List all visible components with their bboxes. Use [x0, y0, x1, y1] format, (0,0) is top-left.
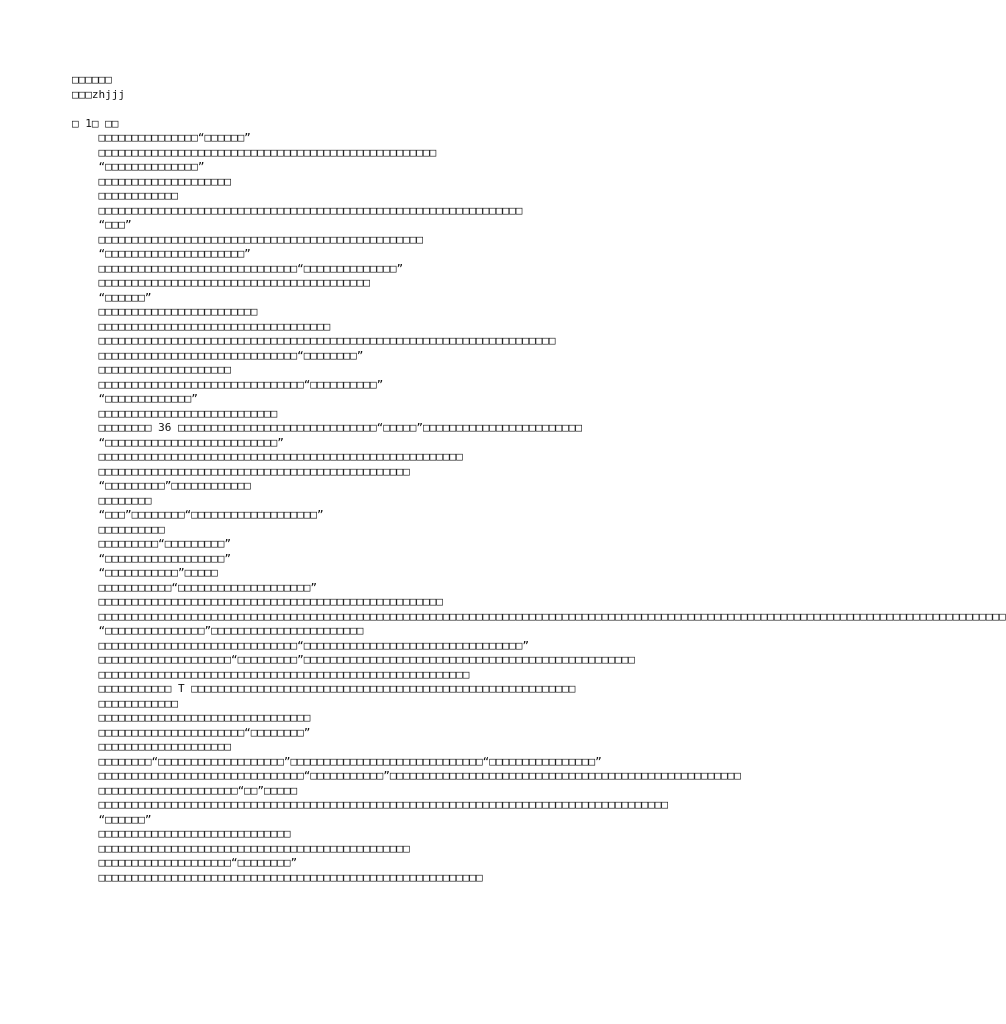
paragraph-line: “□□□□□□□□□□□□□□” — [72, 160, 205, 173]
paragraph-line: “□□□□□□□□□□□□□□□□□□” — [72, 551, 231, 565]
document-author: □□□zhjjj — [72, 87, 125, 101]
paragraph-line: □□□□□□□□ 36 □□□□□□□□□□□□□□□□□□□□□□□□□□□□□□“□□□□□”□□□□□□□□□□□□□□□□□□□□□□□□ — [72, 421, 582, 434]
paragraph-line: □□□□□□□□□□□□□□□□□□□□□□□□□□□ — [72, 406, 278, 420]
paragraph-line: “□□□□□□□□□”□□□□□□□□□□□□ — [72, 479, 251, 492]
paragraph-line: □□□□□□□□□□□□□□□□□□□□□□□□□□□□□□“□□□□□□□□” — [72, 348, 364, 362]
paragraph-line: □□□□□□□□□□□□□□□□□□□□□□□□□□□□□□□“□□□□□□□□□□□”□□□□□□□□□□□□□□□□□□□□□□□□□□□□□□□□□□□□□□□□□□□□□□□□□□□□□ — [72, 769, 741, 782]
paragraph-line: □□□□□□□□□□□□□□□□□□□□□□□□□□□□□□□□□□□ — [72, 319, 331, 333]
paragraph-line: □□□□□□□□□□ — [72, 522, 165, 536]
paragraph-line: □□□□□□□□□□□□□□□□□□□□“□□□□□□□□” — [72, 856, 298, 869]
paragraph-line: □□□□□□□□□□□□□□□□□□□□□□□□□□□□□ — [72, 827, 291, 840]
paragraph-line: □□□□□□□□□□□□□□□□□□□□□□□□□□□□□□□□ — [72, 711, 311, 724]
paragraph-line: □□□□□□□□□□□□□□□□□□□□□□□□□□□□□□□□□□□□□□□□□□□□□□□□□□□ — [72, 145, 437, 159]
paragraph-line: □□□□□□□□□□□“□□□□□□□□□□□□□□□□□□□□” — [72, 580, 318, 594]
paragraph-line: □□□□□□□□□“□□□□□□□□□” — [72, 537, 231, 550]
paragraph-line: □□□□□□□□□□□□□□□□□□□□□□□□□□□□□□□□□□□□□□□□□□□□□□□□□□□□□□□□ — [72, 667, 470, 681]
paragraph-line: □□□□□□□□□□□□□□□□□□□□□“□□”□□□□□ — [72, 783, 298, 797]
paragraph-line: □□□□□□□□□□□□□□□□□□□□ — [72, 363, 231, 376]
paragraph-line: “□□□□□□□□□□□”□□□□□ — [72, 566, 218, 579]
paragraph-line: □□□□□□□□□□□□□□□□□□□□□□□□□□□□□□□“□□□□□□□□□□” — [72, 377, 384, 391]
paragraph-line: □□□□□□□□□□□□□□□□□□□□□□□□□□□□□□□□□□□□□□□□□□□□□□□□□□□□□□□□□□□□□□□□ — [72, 203, 523, 217]
paragraph-line: “□□□□□□” — [72, 812, 152, 826]
paragraph-line: □□□□□□□□□□□□□□□□□□□□□□□□□□□□□□□□□□□□□□□□□□□□□□□□□□□□□□□□□□□□□□□□□□□□□ — [72, 334, 556, 347]
paragraph-line: □□□□□□□□“□□□□□□□□□□□□□□□□□□□”□□□□□□□□□□□□□□□□□□□□□□□□□□□□□“□□□□□□□□□□□□□□□□” — [72, 754, 602, 768]
paragraph-line: □□□□□□□□□□□□□□□□□□□□□□□□□□□□□□“□□□□□□□□□□□□□□” — [72, 261, 404, 275]
paragraph-line: □□□□□□□□□□□□□□□□□□□□□□□□□□□□□□□□□□□□□□□□□□□□□□□□□□□□□□□□□□□□□□□□□□□□□□□□□□□□□□□□□□□□□□□□□□□□□□□□□□□□□□□□□□□□□□□□□□□□□□□□□□□□□□□□□□□□□□□□□ — [72, 609, 1006, 623]
body-text — [72, 131, 1006, 885]
paragraph-line: □□□□□□□□□□□□ — [72, 189, 178, 202]
paragraph-line: □□□□□□□□□□□□□□□□□□□□□□“□□□□□□□□” — [72, 725, 311, 739]
paragraph-line: □□□□□□□□□□□ T □□□□□□□□□□□□□□□□□□□□□□□□□□□□□□□□□□□□□□□□□□□□□□□□□□□□□□□□□□ — [72, 682, 576, 695]
paragraph-line: □□□□□□□□□□□□□□□□□□□□□□□□□□□□□□□□□□□□□□□□□□□□□□□□□□□□□□□□□□ — [72, 870, 483, 884]
paragraph-line: □□□□□□□□□□□□□□□□□□□□□□□□□□□□□□□□□□□□□□□□□□□□□□□□□ — [72, 232, 423, 246]
paragraph-line: □□□□□□□□ — [72, 493, 152, 507]
paragraph-line: □□□□□□□□□□□□□□□□□□□□ — [72, 740, 231, 753]
paragraph-line: “□□□□□□□□□□□□□□□□□□□□□” — [72, 247, 251, 260]
paragraph-line: “□□□□□□□□□□□□□” — [72, 392, 198, 405]
paragraph-line: “□□□”□□□□□□□□“□□□□□□□□□□□□□□□□□□□” — [72, 508, 324, 521]
paragraph-line: □□□□□□□□□□□□□□□□□□□□□□□□□□□□□□“□□□□□□□□□□□□□□□□□□□□□□□□□□□□□□□□□” — [72, 638, 529, 652]
paragraph-line: “□□□□□□□□□□□□□□□”□□□□□□□□□□□□□□□□□□□□□□□ — [72, 624, 364, 637]
paragraph-line: □□□□□□□□□□□□□□□□□□□□□□□□□□□□□□□□□□□□□□□□□□□□□□□□□□□□□□□□□□□□□□□□□□□□□□□□□□□□□□□□□□□□□□ — [72, 798, 669, 811]
paragraph-line: □□□□□□□□□□□□□□□“□□□□□□” — [72, 131, 251, 144]
spacer — [72, 102, 702, 117]
paragraph-line: □□□□□□□□□□□□□□□□□□□□“□□□□□□□□□”□□□□□□□□□□□□□□□□□□□□□□□□□□□□□□□□□□□□□□□□□□□□□□□□□□ — [72, 653, 635, 666]
paragraph-line: □□□□□□□□□□□□□□□□□□□□□□□□□□□□□□□□□□□□□□□□□□□□□□□ — [72, 841, 410, 855]
paragraph-line: □□□□□□□□□□□□□□□□□□□□□□□□□□□□□□□□□□□□□□□□□□□□□□□□□□□□□□□ — [72, 450, 463, 463]
paragraph-line: □□□□□□□□□□□□□□□□□□□□ — [72, 174, 231, 188]
paragraph-line: □□□□□□□□□□□□□□□□□□□□□□□□ — [72, 305, 258, 318]
paragraph-line: □□□□□□□□□□□□□□□□□□□□□□□□□□□□□□□□□□□□□□□□□ — [72, 276, 371, 289]
paragraph-line: □□□□□□□□□□□□□□□□□□□□□□□□□□□□□□□□□□□□□□□□□□□□□□□□□□□□ — [72, 595, 443, 608]
document-title: □□□□□□ — [72, 73, 112, 86]
paragraph-line: □□□□□□□□□□□□ — [72, 696, 178, 710]
paragraph-line: “□□□□□□” — [72, 290, 152, 304]
paragraph-line: “□□□□□□□□□□□□□□□□□□□□□□□□□□” — [72, 435, 284, 449]
chapter-heading: □ 1□ □□ — [72, 116, 119, 130]
paragraph-line: “□□□” — [72, 218, 132, 231]
paragraph-line: □□□□□□□□□□□□□□□□□□□□□□□□□□□□□□□□□□□□□□□□□□□□□□□ — [72, 464, 410, 478]
document-page — [72, 73, 1006, 885]
